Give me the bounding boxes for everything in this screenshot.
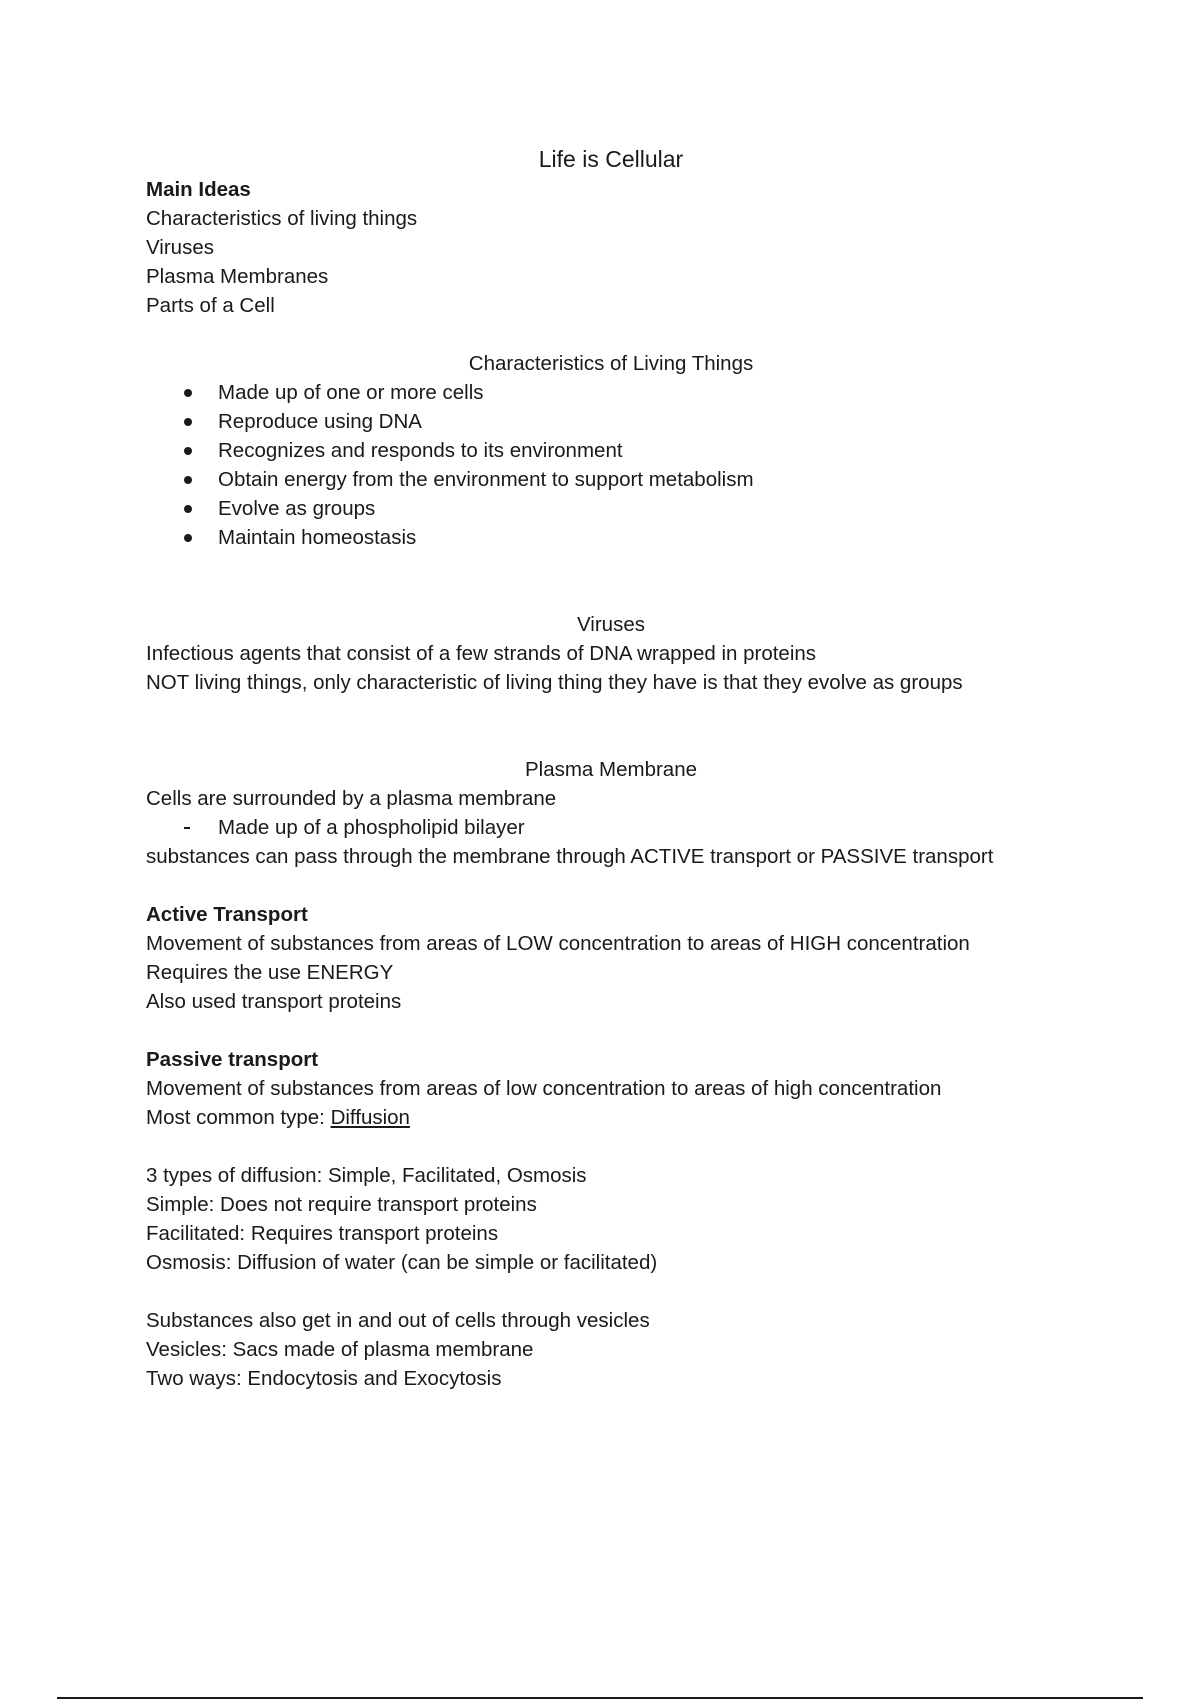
bullet-icon [184, 534, 192, 542]
spacer [146, 1132, 1076, 1161]
list-item-text: Recognizes and responds to its environment [218, 439, 623, 462]
plasma-membrane-line: Cells are surrounded by a plasma membrane [146, 787, 557, 810]
active-transport-heading: Active Transport [146, 903, 308, 926]
plasma-membrane-line: substances can pass through the membrane through ACTIVE transport or PASSIVE transport [146, 845, 994, 868]
bullet-icon [184, 447, 192, 455]
page-bottom-rule [57, 1697, 1143, 1699]
spacer [146, 697, 1076, 755]
active-transport-line: Also used transport proteins [146, 990, 402, 1013]
page-title: Life is Cellular [538, 146, 684, 172]
bullet-icon [184, 476, 192, 484]
vesicles-line: Two ways: Endocytosis and Exocytosis [146, 1367, 502, 1390]
active-transport-line: Requires the use ENERGY [146, 961, 394, 984]
list-item-text: Evolve as groups [218, 497, 376, 520]
list-item [146, 378, 1076, 407]
diffusion-line: 3 types of diffusion: Simple, Facilitated, Osmosis [146, 1164, 587, 1187]
main-ideas-heading: Main Ideas [146, 178, 251, 201]
passive-transport-heading: Passive transport [146, 1048, 319, 1071]
list-item [146, 407, 1076, 436]
common-type-label: Most common type: [146, 1106, 331, 1129]
spacer [146, 552, 1076, 610]
characteristics-list [146, 378, 1076, 552]
list-item [146, 813, 1076, 842]
diffusion-line: Facilitated: Requires transport proteins [146, 1222, 499, 1245]
list-item-text: Made up of a phospholipid bilayer [218, 816, 525, 839]
list-item [146, 436, 1076, 465]
main-idea-item: Plasma Membranes [146, 265, 329, 288]
viruses-line: Infectious agents that consist of a few strands of DNA wrapped in proteins [146, 642, 817, 665]
main-idea-item: Parts of a Cell [146, 294, 275, 317]
diffusion-line: Osmosis: Diffusion of water (can be simple or facilitated) [146, 1251, 658, 1274]
viruses-line: NOT living things, only characteristic of living thing they have is that they evolve as groups [146, 671, 963, 694]
bullet-icon [184, 389, 192, 397]
list-item [146, 465, 1076, 494]
spacer [146, 1277, 1076, 1306]
dash-icon [184, 827, 190, 829]
active-transport-line: Movement of substances from areas of LOW concentration to areas of HIGH concentration [146, 932, 970, 955]
viruses-heading: Viruses [577, 613, 645, 636]
list-item-text: Reproduce using DNA [218, 410, 422, 433]
passive-transport-common-type [146, 1103, 1076, 1132]
spacer [146, 871, 1076, 900]
list-item-text: Made up of one or more cells [218, 381, 484, 404]
list-item [146, 494, 1076, 523]
document-page [146, 143, 1076, 1393]
bullet-icon [184, 505, 192, 513]
plasma-membrane-sublist [146, 813, 1076, 842]
diffusion-line: Simple: Does not require transport proteins [146, 1193, 537, 1216]
main-idea-item: Viruses [146, 236, 214, 259]
plasma-membrane-heading: Plasma Membrane [524, 758, 698, 781]
list-item-text: Obtain energy from the environment to support metabolism [218, 468, 754, 491]
passive-transport-line: Movement of substances from areas of low concentration to areas of high concentration [146, 1077, 942, 1100]
list-item [146, 523, 1076, 552]
characteristics-heading: Characteristics of Living Things [468, 352, 754, 375]
vesicles-line: Vesicles: Sacs made of plasma membrane [146, 1338, 534, 1361]
spacer [146, 320, 1076, 349]
list-item-text: Maintain homeostasis [218, 526, 417, 549]
vesicles-line: Substances also get in and out of cells through vesicles [146, 1309, 650, 1332]
common-type-value: Diffusion [330, 1106, 410, 1129]
bullet-icon [184, 418, 192, 426]
spacer [146, 1016, 1076, 1045]
main-idea-item: Characteristics of living things [146, 207, 418, 230]
